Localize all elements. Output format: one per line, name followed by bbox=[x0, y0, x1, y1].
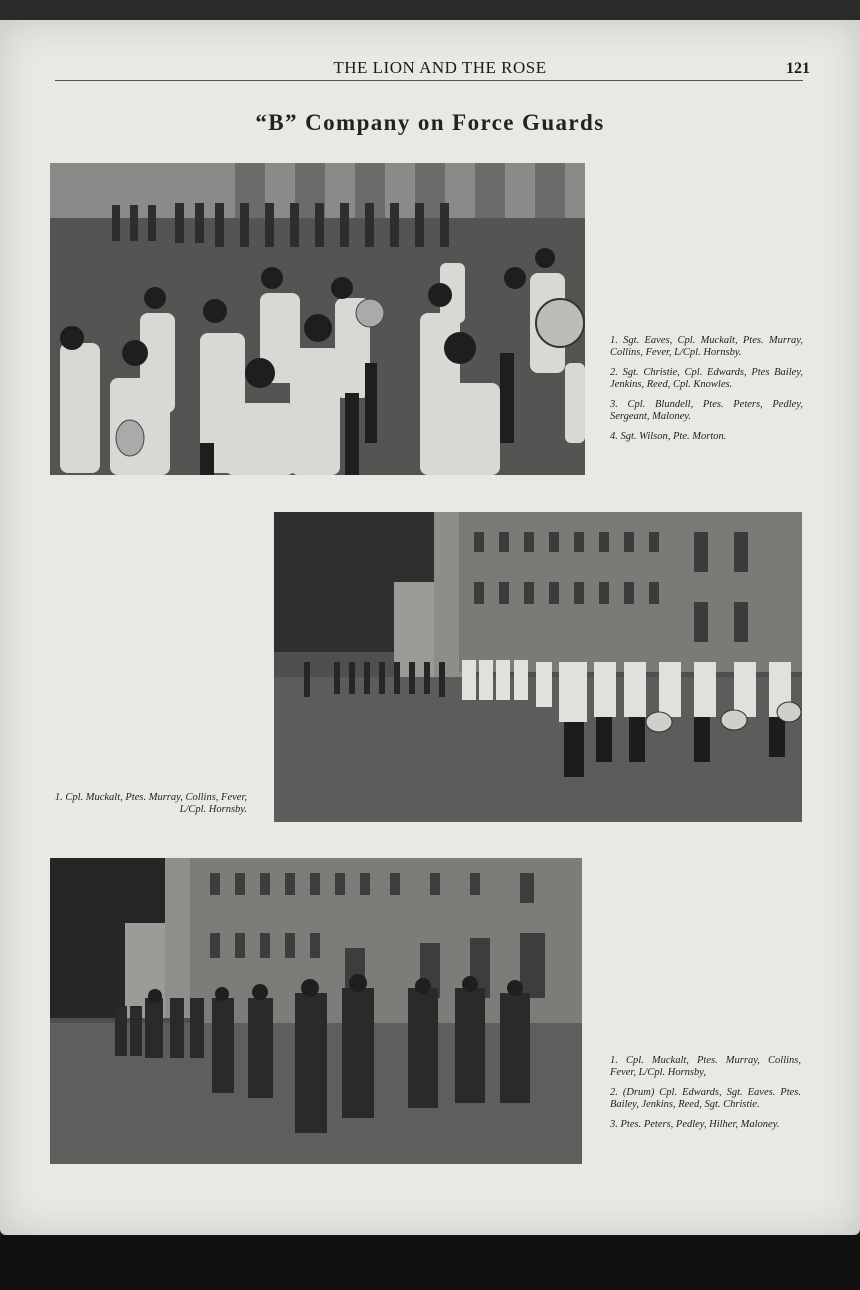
photo-band-courtyard bbox=[50, 163, 585, 475]
caption-item: 4. Sgt. Wilson, Pte. Morton. bbox=[610, 431, 727, 442]
caption-photo-2 bbox=[40, 792, 247, 816]
page-number: 121 bbox=[786, 60, 810, 77]
article-title: “B” Company on Force Guards bbox=[255, 110, 605, 135]
caption-photo-1 bbox=[610, 335, 803, 451]
header-rule bbox=[55, 80, 803, 81]
caption-item: 3. Cpl. Blundell, Ptes. Peters, Pedley, Sergeant, Maloney. bbox=[610, 399, 803, 422]
caption-item: 2. Sgt. Christie, Cpl. Edwards, Ptes Bailey, Jenkins, Reed, Cpl. Knowles. bbox=[610, 367, 803, 390]
caption-item: 1. Cpl. Muckalt, Ptes. Murray, Collins, Fever, L/Cpl. Hornsby, bbox=[610, 1055, 801, 1078]
caption-item: 2. (Drum) Cpl. Edwards, Sgt. Eaves. Ptes. Bailey, Jenkins, Reed, Sgt. Christie. bbox=[610, 1087, 801, 1110]
running-head: THE LION AND THE ROSE bbox=[333, 58, 547, 77]
caption-item: 1. Cpl. Muckalt, Ptes. Murray, Collins, Fever, L/Cpl. Hornsby. bbox=[54, 792, 247, 815]
photo-band-marching bbox=[274, 512, 802, 822]
top-background bbox=[0, 0, 860, 22]
bottom-background bbox=[0, 1235, 860, 1290]
caption-item: 1. Sgt. Eaves, Cpl. Muckalt, Ptes. Murray, Collins, Fever, L/Cpl. Hornsby. bbox=[610, 335, 803, 358]
caption-item: 3. Ptes. Peters, Pedley, Hilher, Maloney. bbox=[610, 1119, 780, 1130]
photo-guard-marching bbox=[50, 858, 582, 1164]
caption-photo-3 bbox=[610, 1055, 801, 1139]
